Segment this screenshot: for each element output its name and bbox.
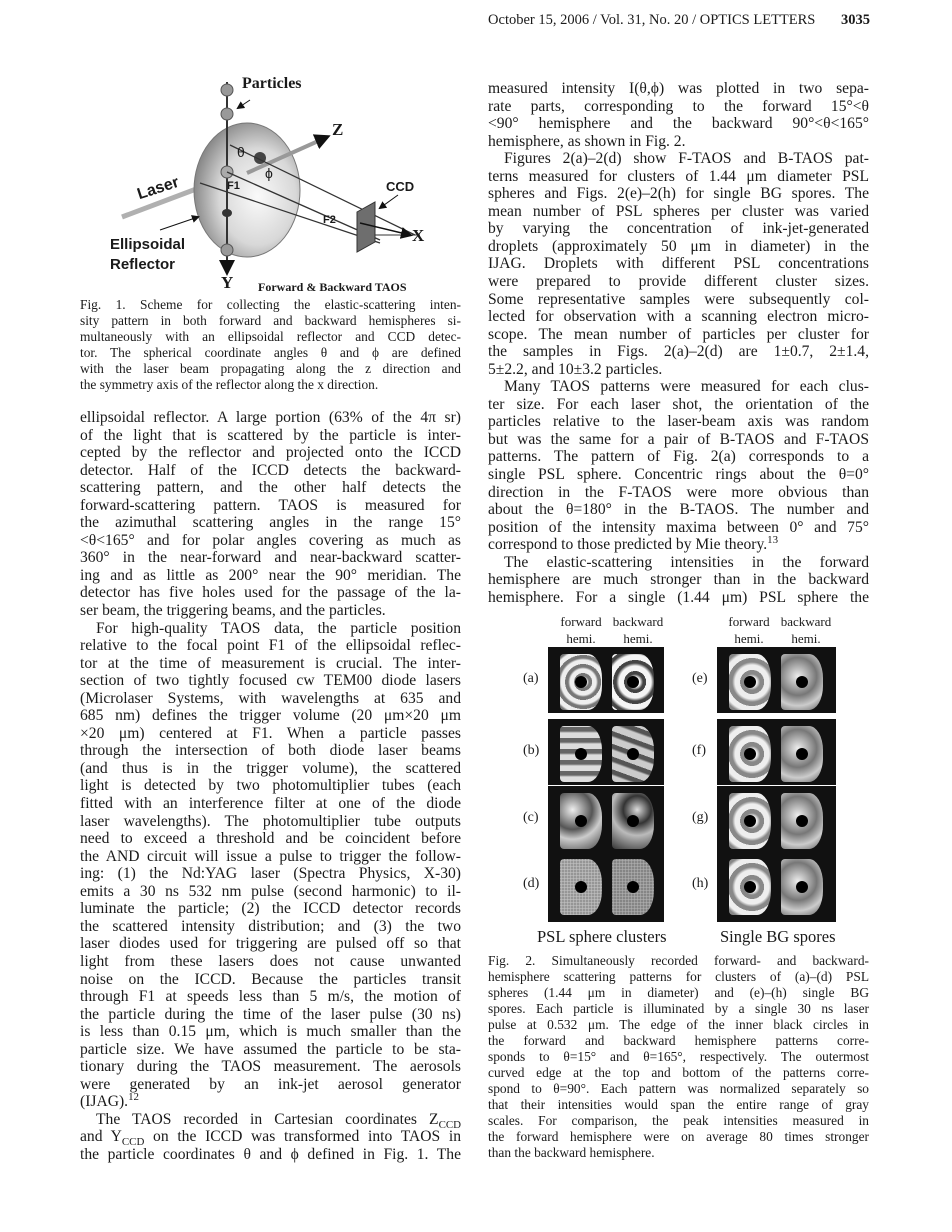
inner-black-circle — [575, 676, 587, 688]
backward-hemisphere-pattern — [612, 726, 654, 782]
text-segment: (Microlaser Systems, with wavelengths at 635 and — [80, 689, 461, 707]
text-line — [488, 501, 869, 519]
subscript: CCD — [121, 1136, 145, 1149]
figure-2-caption — [488, 953, 869, 1161]
panel-row-label: (b) — [523, 743, 540, 758]
ccd-label: CCD — [386, 179, 415, 194]
backward-hemisphere-pattern — [781, 654, 823, 710]
text-line — [80, 672, 461, 690]
text-segment: laser wavelengths). The photomultiplier tube outputs — [80, 812, 461, 830]
text-line — [80, 479, 461, 497]
text-segment: forward-scattering pattern. TAOS is measured for — [80, 496, 461, 514]
reflector-label-2: Reflector — [110, 256, 176, 273]
text-segment: of the light that is scattered by the particle is inter- — [80, 426, 461, 444]
panel-row-label: (d) — [523, 876, 540, 891]
group-label-bg: Single BG spores — [720, 927, 836, 946]
text-line — [80, 918, 461, 936]
text-line — [80, 427, 461, 445]
text-line — [80, 1146, 461, 1164]
text-line — [488, 185, 869, 203]
text-line — [488, 484, 869, 502]
text-line — [80, 707, 461, 725]
text-segment: spond to θ=90°. Each pattern was normalized separately so — [488, 1081, 869, 1096]
text-line — [80, 865, 461, 883]
text-segment: direction in the F-TAOS were more obvious than — [488, 483, 869, 501]
text-segment: by varying the concentration of ink-jet-generated — [488, 220, 869, 238]
text-segment: tor at the time of measurement is crucial. The inter- — [80, 654, 461, 672]
text-line — [488, 203, 869, 221]
text-line — [488, 519, 869, 537]
forward-hemisphere-pattern — [560, 726, 602, 782]
text-line — [488, 343, 869, 361]
panel-row-label: (e) — [692, 671, 708, 686]
text-segment: 360° in the near-forward and near-backward scatter- — [80, 549, 461, 567]
running-header — [488, 12, 870, 29]
text-line — [488, 273, 869, 291]
text-line — [80, 1128, 461, 1149]
text-segment: Some representative samples were subsequently col- — [488, 290, 869, 308]
text-line — [80, 377, 461, 393]
text-line — [488, 1113, 869, 1129]
text-segment: ×20 μm) centered at F1. When a particle passes — [80, 724, 461, 742]
text-line — [488, 168, 869, 186]
text-segment: position of the intensity maxima between 0° and 75° — [488, 518, 869, 536]
text-line — [80, 1006, 461, 1024]
text-segment: laser diodes used for triggering are pulsed off so that — [80, 935, 461, 953]
text-line — [80, 620, 461, 638]
page-number: 3035 — [841, 12, 870, 28]
text-line — [488, 1017, 869, 1033]
text-segment: For high-quality TAOS data, the particle position — [96, 619, 461, 637]
text-segment: the scattered intensity distribution; and (3) the two — [80, 917, 461, 935]
text-segment: multaneously with an ellipsoidal reflector and CCD detec- — [80, 329, 461, 344]
scattering-pattern-panel — [548, 647, 664, 713]
ccd-detector — [357, 202, 375, 252]
text-segment: (IJAG). — [80, 1093, 129, 1111]
text-segment: ing: (1) the Nd:YAG laser (Spectra Physics, X-30) — [80, 865, 461, 883]
text-segment: detector. Half of the ICCD detects the backward- — [80, 461, 461, 479]
text-line — [80, 655, 461, 673]
text-line — [488, 115, 869, 133]
scattering-pattern-panel — [548, 852, 664, 922]
scattering-pattern-panel — [548, 786, 664, 852]
text-segment: emits a 30 ns 532 nm pulse (second harmonic) to il- — [80, 882, 461, 900]
text-line — [80, 900, 461, 918]
text-line — [488, 1001, 869, 1017]
text-line — [80, 444, 461, 462]
text-segment: through the intersection of both diode laser beams — [80, 742, 461, 760]
text-segment: luminate the particle; (2) the ICCD detector records — [80, 900, 461, 918]
text-segment: scope. The mean number of particles per cluster for — [488, 325, 869, 343]
scattering-pattern-panel — [717, 647, 836, 713]
text-line — [80, 795, 461, 813]
text-segment: The elastic-scattering intensities in the forward — [504, 553, 869, 571]
text-line — [80, 462, 461, 480]
text-line — [80, 1058, 461, 1076]
subscript: CCD — [438, 1118, 461, 1131]
text-segment: pulse at 0.532 μm. The edge of the inner black circles in — [488, 1017, 869, 1032]
text-segment: with the laser beam propagating along the z direction and — [80, 361, 461, 376]
text-line — [80, 725, 461, 743]
col-header-backward-right: backward hemi. — [780, 614, 832, 646]
text-segment: spores. Each particle is illuminated by a single 30 ns laser — [488, 1001, 869, 1016]
text-segment: relative to the focal point F1 of the ellipsoidal reflec- — [80, 637, 461, 655]
text-segment: terns measured for clusters of 1.44 μm diameter PSL — [488, 167, 869, 185]
text-segment: Figures 2(a)–2(d) show F-TAOS and B-TAOS pat- — [504, 150, 869, 168]
text-segment: scales. For comparison, the peak intensities measured in — [488, 1113, 869, 1128]
text-line — [80, 514, 461, 532]
text-line — [488, 571, 869, 589]
text-segment: that their intensities would span the entire range of gray — [488, 1097, 869, 1112]
text-line — [80, 953, 461, 971]
figure-1-caption — [80, 297, 461, 393]
text-segment: spheres and Figs. 2(e)–2(h) for single BG spores. The — [488, 185, 869, 203]
text-segment: the forward and backward hemisphere patterns corre- — [488, 1033, 869, 1048]
text-segment: the symmetry axis of the reflector along the x direction. — [80, 377, 379, 392]
text-line — [80, 297, 461, 313]
text-line — [80, 567, 461, 585]
text-line — [488, 98, 869, 116]
text-line — [488, 554, 869, 572]
scattering-pattern-panel — [717, 719, 836, 785]
text-line — [488, 466, 869, 484]
text-line — [80, 742, 461, 760]
text-segment: hemisphere scattering patterns for clusters of (a)–(d) PSL — [488, 969, 869, 984]
text-segment: light from these lasers does not cause unwanted — [80, 952, 461, 970]
panel-row-label: (h) — [692, 876, 709, 891]
forward-hemisphere-pattern — [729, 793, 771, 849]
text-line — [488, 291, 869, 309]
text-segment: section of two tightly focused cw TEM00 diode lasers — [80, 672, 461, 690]
text-line — [488, 1129, 869, 1145]
text-segment: need to exceed a threshold and be coincident before — [80, 830, 461, 848]
inner-black-circle — [796, 676, 808, 688]
text-segment: (and thus is in the trigger volume), the scattered — [80, 759, 461, 777]
group-label-psl: PSL sphere clusters — [537, 927, 667, 946]
text-segment: <90° hemisphere and the backward 90°<θ<165° — [488, 115, 869, 133]
text-segment: Fig. 2. Simultaneously recorded forward- and backward- — [488, 953, 869, 968]
inner-black-circle — [744, 815, 756, 827]
backward-hemisphere-pattern — [781, 859, 823, 915]
text-line — [80, 313, 461, 329]
text-segment: through F1 at speeds less than 5 m/s, the motion of — [80, 988, 461, 1006]
inner-black-circle — [796, 881, 808, 893]
theta-label: θ — [237, 144, 245, 160]
text-line — [488, 448, 869, 466]
text-segment: tor. The spherical coordinate angles θ and ϕ are defined — [80, 345, 461, 360]
text-line — [80, 584, 461, 602]
text-segment: 5±2.2, and 10±3.2 particles. — [488, 360, 663, 378]
text-line — [488, 1033, 869, 1049]
z-label: Z — [332, 120, 344, 139]
text-line — [488, 238, 869, 256]
text-segment: about the θ=180° in the B-TAOS. The number and — [488, 501, 869, 519]
inner-black-circle — [796, 748, 808, 760]
text-segment: and Y — [80, 1128, 122, 1146]
text-segment: sponds to θ=15° and θ=165°, respectively. The outermost — [488, 1049, 869, 1064]
text-line — [80, 883, 461, 901]
text-line — [488, 133, 869, 151]
text-line — [488, 1065, 869, 1081]
text-segment: the samples in Figs. 2(a)–2(d) are 1±0.7, 2±1.4, — [488, 343, 869, 361]
inner-black-circle — [796, 815, 808, 827]
text-line — [80, 345, 461, 361]
text-segment: Many TAOS patterns were measured for each clus- — [504, 378, 869, 396]
text-segment: rate parts, corresponding to the forward 15°<θ — [488, 97, 869, 115]
text-segment: patterns. The pattern of Fig. 2(a) corresponds to a — [488, 448, 869, 466]
text-line — [488, 308, 869, 326]
text-line — [488, 1145, 869, 1161]
text-segment: hemisphere, as shown in Fig. 2. — [488, 132, 686, 150]
inner-black-circle — [575, 815, 587, 827]
scattering-pattern-panel — [717, 852, 836, 922]
text-segment: hemisphere are much stronger than in the backward — [488, 571, 869, 589]
text-line — [80, 1093, 461, 1111]
text-segment: is less than 0.15 μm, which is much smaller than the — [80, 1023, 461, 1041]
figure-subtitle: Forward & Backward TAOS — [258, 280, 407, 294]
text-segment: ter size. For each laser shot, the orientation of the — [488, 395, 869, 413]
text-line — [80, 971, 461, 989]
reference-superscript[interactable]: 13 — [767, 534, 779, 547]
text-line — [80, 497, 461, 515]
text-line — [488, 413, 869, 431]
panel-row-label: (a) — [523, 671, 539, 686]
text-segment: curved edge at the top and bottom of the patterns corre- — [488, 1065, 869, 1080]
text-line — [488, 1081, 869, 1097]
panel-row-label: (f) — [692, 743, 706, 758]
inner-black-circle — [744, 881, 756, 893]
inner-black-circle — [627, 881, 639, 893]
col-header-forward-right: forward hemi. — [728, 614, 770, 646]
text-segment: The TAOS recorded in Cartesian coordinates Z — [96, 1110, 439, 1128]
inner-black-circle — [575, 748, 587, 760]
col-header-backward-left: backward hemi. — [612, 614, 664, 646]
text-segment: the particle during the time of the laser pulse (30 ns) — [80, 1005, 461, 1023]
forward-hemisphere-pattern — [560, 654, 602, 710]
text-segment: particle size. We have assumed the particle to be sta- — [80, 1040, 461, 1058]
backward-hemisphere-pattern — [781, 726, 823, 782]
left-column-text — [80, 409, 461, 1164]
text-line — [80, 1023, 461, 1041]
text-line — [488, 255, 869, 273]
text-line — [488, 431, 869, 449]
text-segment: measured intensity I(θ,ϕ) was plotted in two sepa- — [488, 80, 869, 97]
text-line — [488, 953, 869, 969]
ellipsoidal-reflector — [194, 123, 300, 257]
text-segment: cepted by the reflector and projected onto the ICCD — [80, 444, 461, 462]
text-segment: ser beam, the triggering beams, and the particles. — [80, 602, 386, 620]
particles-label: Particles — [242, 75, 302, 92]
x-label: X — [412, 226, 425, 245]
text-line — [80, 777, 461, 795]
text-line — [80, 329, 461, 345]
text-line — [488, 985, 869, 1001]
text-segment: were prepared to provide different cluster sizes. — [488, 273, 869, 291]
text-segment: particles relative to the laser-beam axis was random — [488, 413, 869, 431]
text-line — [80, 532, 461, 550]
text-segment: the azimuthal scattering angles in the range 15° — [80, 514, 461, 532]
text-line — [80, 848, 461, 866]
text-segment: ellipsoidal reflector. A large portion (63% of the 4π sr) — [80, 409, 461, 426]
text-segment: Fig. 1. Scheme for collecting the elastic-scattering inten- — [80, 297, 461, 312]
text-segment: the forward hemisphere were on average 80 times stronger — [488, 1129, 869, 1144]
forward-hemisphere-pattern — [560, 793, 602, 849]
text-line — [80, 637, 461, 655]
text-segment: mean number of PSL spheres per cluster was varied — [488, 202, 869, 220]
reflector-label-1: Ellipsoidal — [110, 236, 186, 253]
inner-black-circle — [627, 748, 639, 760]
forward-hemisphere-pattern — [560, 859, 602, 915]
backward-hemisphere-pattern — [612, 859, 654, 915]
text-line — [488, 361, 869, 379]
text-segment: droplets (approximately 50 μm in diameter) in the — [488, 237, 869, 255]
text-line — [488, 589, 869, 607]
text-line — [80, 361, 461, 377]
text-line — [488, 326, 869, 344]
text-segment: <θ<165° and for polar angles covering as much as — [80, 531, 461, 549]
phi-label: ϕ — [265, 165, 273, 181]
text-line — [80, 409, 461, 427]
text-line — [488, 220, 869, 238]
text-line — [488, 536, 869, 554]
running-head: October 15, 2006 / Vol. 31, No. 20 / OPTICS LETTERS — [488, 12, 816, 28]
text-line — [488, 80, 869, 98]
text-segment: were generated by an ink-jet aerosol generator — [80, 1075, 461, 1093]
inner-black-circle — [744, 676, 756, 688]
reference-superscript[interactable]: 12 — [128, 1091, 139, 1104]
text-segment: the particle coordinates θ and ϕ defined in Fig. 1. The — [80, 1145, 461, 1163]
y-label: Y — [221, 273, 234, 292]
backward-hemisphere-pattern — [612, 793, 654, 849]
text-segment: lected for observation with a scanning electron micro- — [488, 308, 869, 326]
panel-row-label: (g) — [692, 810, 709, 825]
text-segment: fitted with an interference filter at one of the diode — [80, 795, 461, 813]
text-line — [80, 549, 461, 567]
forward-hemisphere-pattern — [729, 654, 771, 710]
backward-hemisphere-pattern — [612, 654, 654, 710]
text-segment: but was the same for a pair of B-TAOS and F-TAOS — [488, 430, 869, 448]
text-segment: light is detected by two photomultiplier tubes (each — [80, 777, 461, 795]
panel-row-label: (c) — [523, 810, 539, 825]
text-segment: single PSL sphere. Concentric rings about the θ=0° — [488, 466, 869, 484]
forward-hemisphere-pattern — [729, 859, 771, 915]
text-segment: on the ICCD was transformed into TAOS in — [144, 1128, 461, 1146]
scattering-pattern-panel — [548, 719, 664, 785]
text-segment: noise on the ICCD. Because the particles transit — [80, 970, 461, 988]
text-segment: detector has five holes used for the passage of the la- — [80, 584, 461, 602]
inner-black-circle — [627, 676, 639, 688]
text-line — [80, 760, 461, 778]
text-line — [488, 1097, 869, 1113]
text-segment: scattering pattern, and the other half detects the — [80, 479, 461, 497]
backward-hemisphere-pattern — [781, 793, 823, 849]
text-line — [80, 830, 461, 848]
text-segment: IJAG. Droplets with different PSL concentrations — [488, 255, 869, 273]
text-segment: the AND circuit will issue a pulse to trigger the follow- — [80, 847, 461, 865]
text-segment: sity pattern in both forward and backward hemispheres si- — [80, 313, 461, 328]
text-line — [80, 1041, 461, 1059]
text-line — [488, 150, 869, 168]
text-segment: tionary during the TAOS measurement. The aerosols — [80, 1058, 461, 1076]
laser-label: Laser — [135, 173, 182, 204]
text-line — [80, 935, 461, 953]
text-segment: ing and as little as 200° near the 90° meridian. The — [80, 566, 461, 584]
inner-black-circle — [744, 748, 756, 760]
col-header-forward-left: forward hemi. — [560, 614, 602, 646]
scattering-pattern-panel — [717, 786, 836, 852]
text-segment: spheres (1.44 μm in diameter) and (e)–(h) single BG — [488, 985, 869, 1000]
text-line — [80, 988, 461, 1006]
f1-label: F1 — [227, 180, 240, 192]
forward-hemisphere-pattern — [729, 726, 771, 782]
text-line — [488, 396, 869, 414]
text-line — [80, 813, 461, 831]
text-line — [80, 602, 461, 620]
text-line — [80, 1111, 461, 1129]
text-line — [488, 1049, 869, 1065]
right-column-text — [488, 80, 869, 606]
figure-1 — [80, 60, 461, 295]
text-segment: than the backward hemisphere. — [488, 1145, 655, 1160]
text-line — [488, 969, 869, 985]
text-segment: 685 nm) defines the trigger volume (20 μm×20 μm — [80, 707, 461, 725]
text-line — [488, 378, 869, 396]
text-segment: correspond to those predicted by Mie theory. — [488, 536, 768, 554]
f2-label: F2 — [323, 214, 336, 226]
inner-black-circle — [575, 881, 587, 893]
text-line — [80, 690, 461, 708]
inner-black-circle — [627, 815, 639, 827]
text-segment: hemisphere. For a single (1.44 μm) PSL sphere the — [488, 588, 869, 606]
